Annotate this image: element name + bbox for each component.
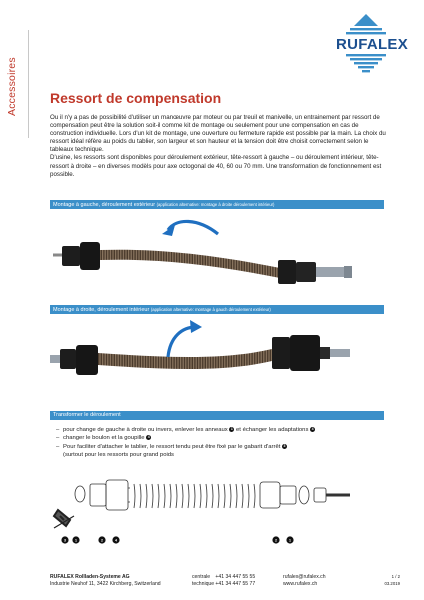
spring-photo-right [50,317,384,409]
footer-phones [192,574,255,588]
number-marker-icon: 1 [230,426,233,431]
side-label: Accessoires [6,57,18,116]
section-band-transform [50,411,384,420]
section-note: (application alternative: montage à gauch déroulement extérieur) [150,307,271,312]
section-band-right-mount [50,305,384,314]
number-marker-icon: 4 [115,538,117,543]
list-item [56,451,386,459]
number-marker-icon: 3 [64,538,66,543]
curved-arrow-left-icon [168,221,218,234]
fax-number: +41 34 447 55 77 [215,580,256,587]
phone-label: centrale [192,574,211,580]
number-marker-icon: 1 [75,538,77,543]
spring-photo-left [50,212,384,304]
section-title: Transformer le déroulement [53,412,121,418]
footer-contact [283,574,326,588]
intro-text [50,114,390,179]
transform-steps [56,426,386,460]
brand-name: RUFALEX [335,36,409,53]
side-divider [28,30,29,138]
step-text: changer le boulon et la goupille [63,435,145,442]
number-marker-icon: 3 [283,443,286,448]
number-marker-icon: 1 [289,538,291,543]
footer-company [50,574,161,588]
list-item [56,426,386,434]
list-item [56,443,386,451]
section-band-left-mount [50,200,384,209]
company-name: RUFALEX Rollladen-Systeme AG [50,574,130,580]
section-title: Montage à gauche, déroulement extérieur [53,202,156,208]
exploded-spring-diagram [50,470,384,548]
step-text: et échanger les adaptations [236,427,309,433]
number-marker-icon: 2 [275,538,277,543]
section-title: Montage à droite, déroulement intérieur [53,307,150,313]
fax-label: technique [192,580,215,587]
step-text: pour change de gauche à droite ou invers, enlever les anneaux [63,427,228,433]
number-marker-icon: 4 [311,426,314,431]
company-address: Industrie Neuhof 11, 3422 Kirchberg, Switzerland [50,580,161,587]
number-marker-icon: 4 [147,435,150,440]
page-number: 1 / 2 [391,574,400,579]
list-item [56,434,386,442]
number-marker-icon: 2 [101,538,103,543]
phone-number: +41 34 447 55 55 [215,574,256,580]
step-text: Pour faciliter d'attacher le tablier, le ressort tendu peut être fixé par le gabarit d'arrêt [63,443,281,450]
step-text: (surtout pour les ressorts pour grand poids [63,452,174,459]
page-title: Ressort de compensation [50,90,222,106]
section-note: (application alternative: montage à droite déroulement intérieur) [156,202,275,207]
doc-date: 03.2019 [384,580,400,586]
footer-page-info [372,574,400,588]
intro-paragraph: Ou il n'y a pas de possibilité d'utiliser un manœuvre par moteur ou par treuil et manivelle, un entrainement par ressort de compensation peut être la solution soit-il comme kit de montage ou seulement pour une compensation en cas de construction individuelle. Lors d'un kit de montage, une ouverture ou fermeture rapide est possible par la main. La choix du ressort idéal réfère au poids du tablier, son largeur et son hauteur et la tension doit être choisit correctement selon le tableaux technique. [50,114,386,154]
intro-paragraph: D'usine, les ressorts sont disponibles pour déroulement extérieur, tête-ressort à gauche – ou déroulement intérieur, tête-ressort à droite – en diverses modèls pour axe octogonal de 40, 60 ou 70 mm. Une transformation de fonctionnement est possible. [50,154,382,178]
email-link[interactable]: rufalex@rufalex.ch [283,574,326,580]
web-link[interactable]: www.rufalex.ch [283,580,318,587]
